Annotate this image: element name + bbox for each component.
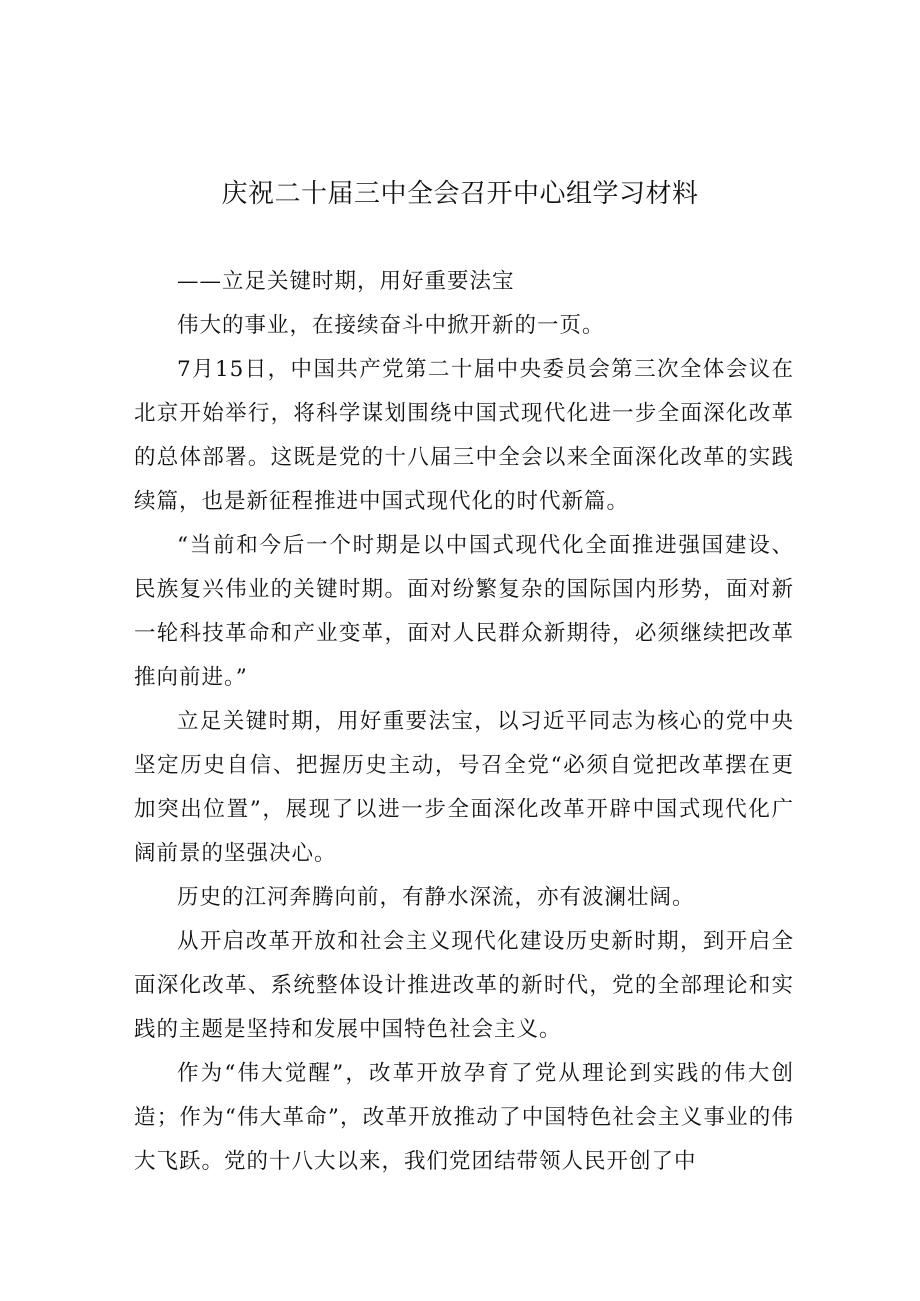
body-paragraph: 立足关键时期，用好重要法宝，以习近平同志为核心的党中央坚定历史自信、把握历史主动，号召全党“必须自觉把改革摆在更加突出位置”，展现了以进一步全面深化改革开辟中国式现代化广阔前景的坚强决心。 [134,709,794,866]
document-title: 庆祝二十届三中全会召开中心组学习材料 [221,179,699,209]
body-paragraph: 作为“伟大觉醒”，改革开放孕育了党从理论到实践的伟大创造；作为“伟大革命”，改革开放推动了中国特色社会主义事业的伟大飞跃。党的十八大以来，我们党团结带领人民开创了中 [134,1061,794,1174]
body-paragraph: 历史的江河奔腾向前，有静水深流，亦有波澜壮阔。 [177,885,695,910]
quote-paragraph: “当前和今后一个时期是以中国式现代化全面推进强国建设、民族复兴伟业的关键时期。面对纷繁复杂的国际国内形势，面对新一轮科技革命和产业变革，面对人民群众新期待，必须继续把改革推向前进。” [134,533,794,690]
body-paragraph: 从开启改革开放和社会主义现代化建设历史新时期，到开启全面深化改革、系统整体设计推进改革的新时代，党的全部理论和实践的主题是坚持和发展中国特色社会主义。 [134,929,794,1042]
body-paragraph: 伟大的事业，在接续奋斗中掀开新的一页。 [177,313,605,338]
subtitle-paragraph: ——立足关键时期，用好重要法宝 [177,269,515,294]
body-paragraph: 7月15日，中国共产党第二十届中央委员会第三次全体会议在北京开始举行，将科学谋划围绕中国式现代化进一步全面深化改革的总体部署。这既是党的十八届三中全会以来全面深化改革的实践续篇，也是新征程推进中国式现代化的时代新篇。 [134,357,794,514]
document-body [134,260,794,1184]
